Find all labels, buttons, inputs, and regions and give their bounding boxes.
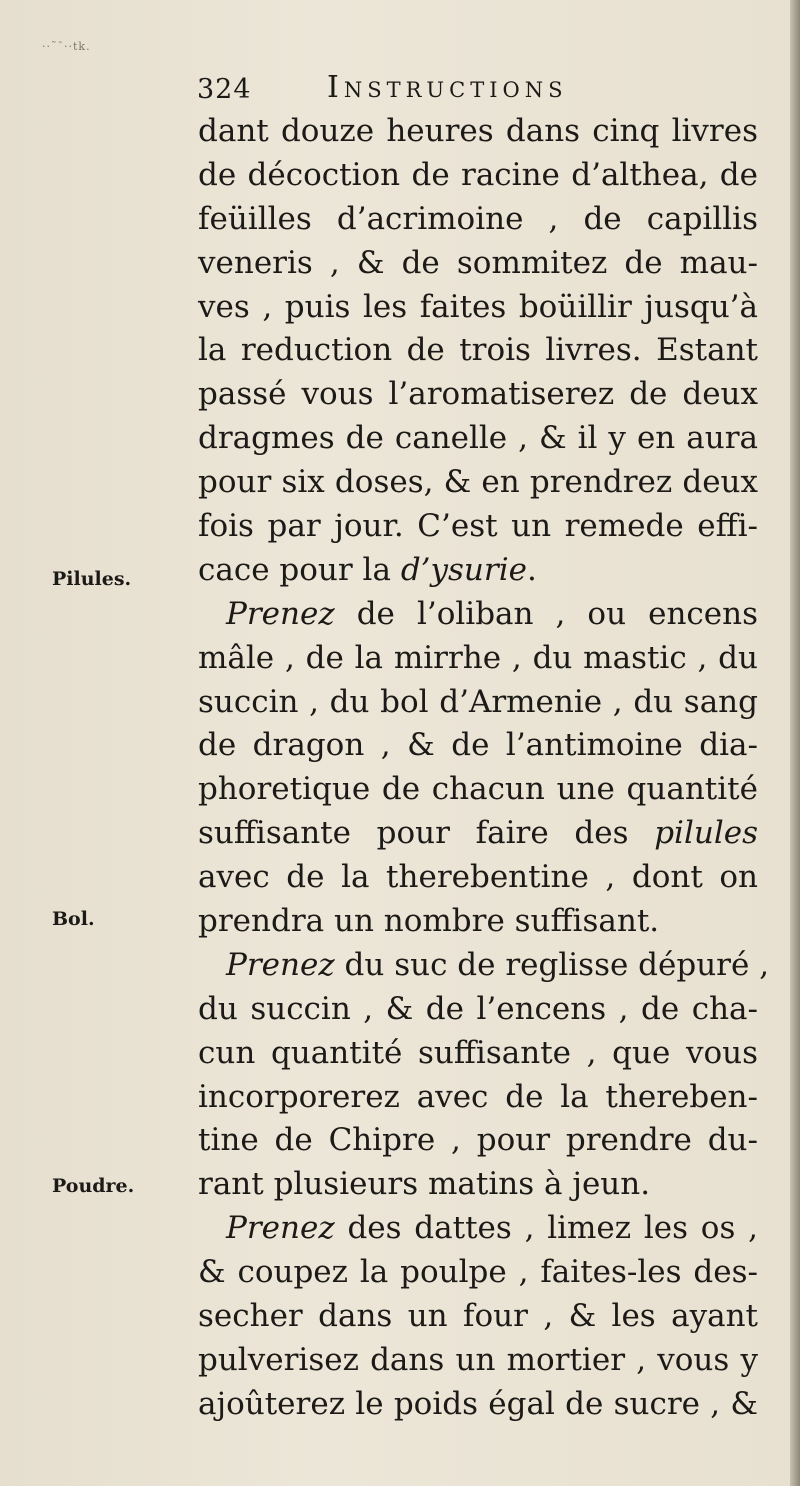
margin-note-bol: Bol. — [52, 908, 95, 930]
text-line: prendra un nombre suffisant. — [198, 903, 660, 940]
text-line: & coupez la poulpe , faites-les des- — [198, 1254, 758, 1291]
text-line: phoretique de chacun une quantité — [198, 771, 758, 808]
text-line: suffisante pour faire des pilules — [198, 815, 758, 852]
italic-term: Prenez — [226, 946, 335, 983]
margin-note-pilules: Pilules. — [52, 568, 132, 590]
text-line: de décoction de racine d’althea, de — [198, 156, 758, 193]
text-line: rant plusieurs matins à jeun. — [198, 1166, 651, 1203]
text-line: pour six doses, & en prendrez deux — [198, 464, 758, 501]
text-line: succin , du bol d’Armenie , du sang — [198, 683, 758, 720]
page-number: 324 — [197, 74, 252, 105]
text-line: passé vous l’aromatiserez de deux — [198, 376, 758, 413]
text-line: ves , puis les faites boüillir jusqu’à — [198, 288, 758, 325]
text-line: Prenez de l’oliban , ou encens — [226, 595, 758, 632]
text-line: avec de la therebentine , dont on — [198, 859, 758, 896]
italic-term: Prenez — [226, 1210, 335, 1247]
book-spine-edge — [790, 0, 800, 1486]
running-title: Instructions — [327, 70, 568, 105]
text-line: incorporerez avec de la thereben- — [198, 1078, 758, 1115]
italic-term: d’ysurie — [400, 551, 527, 588]
margin-note-poudre: Poudre. — [52, 1175, 135, 1197]
text-line: feüilles d’acrimoine , de capillis — [198, 200, 758, 237]
text-line: pulverisez dans un mortier , vous y — [198, 1341, 758, 1378]
page-header — [197, 70, 757, 114]
text-line: secher dans un four , & les ayant — [198, 1298, 758, 1335]
text-line: Prenez des dattes , limez les os , — [226, 1210, 758, 1247]
text-line: mâle , de la mirrhe , du mastic , du — [198, 639, 758, 676]
text-line: veneris , & de sommitez de mau- — [198, 244, 758, 281]
italic-term: Prenez — [226, 595, 335, 632]
text-line: la reduction de trois livres. Estant — [198, 332, 758, 369]
text-line: ajoûterez le poids égal de sucre , & — [198, 1385, 758, 1422]
text-line: fois par jour. C’est un remede effi- — [198, 508, 758, 545]
body-text — [198, 110, 770, 1427]
text-line: dant douze heures dans cinq livres — [198, 113, 758, 149]
text-line: tine de Chipre , pour prendre du- — [198, 1122, 758, 1159]
text-line: Prenez du suc de reglisse dépuré , — [226, 946, 770, 983]
italic-term: pilules — [654, 815, 758, 852]
corner-smudge: ··˜ˉ··tk. — [42, 40, 91, 53]
text-line: dragmes de canelle , & il y en aura — [198, 420, 758, 457]
text-line: cace pour la d’ysurie. — [198, 551, 537, 588]
text-line: cun quantité suffisante , que vous — [198, 1034, 758, 1071]
text-line: du succin , & de l’encens , de cha- — [198, 990, 758, 1027]
text-line: de dragon , & de l’antimoine dia- — [198, 727, 758, 764]
